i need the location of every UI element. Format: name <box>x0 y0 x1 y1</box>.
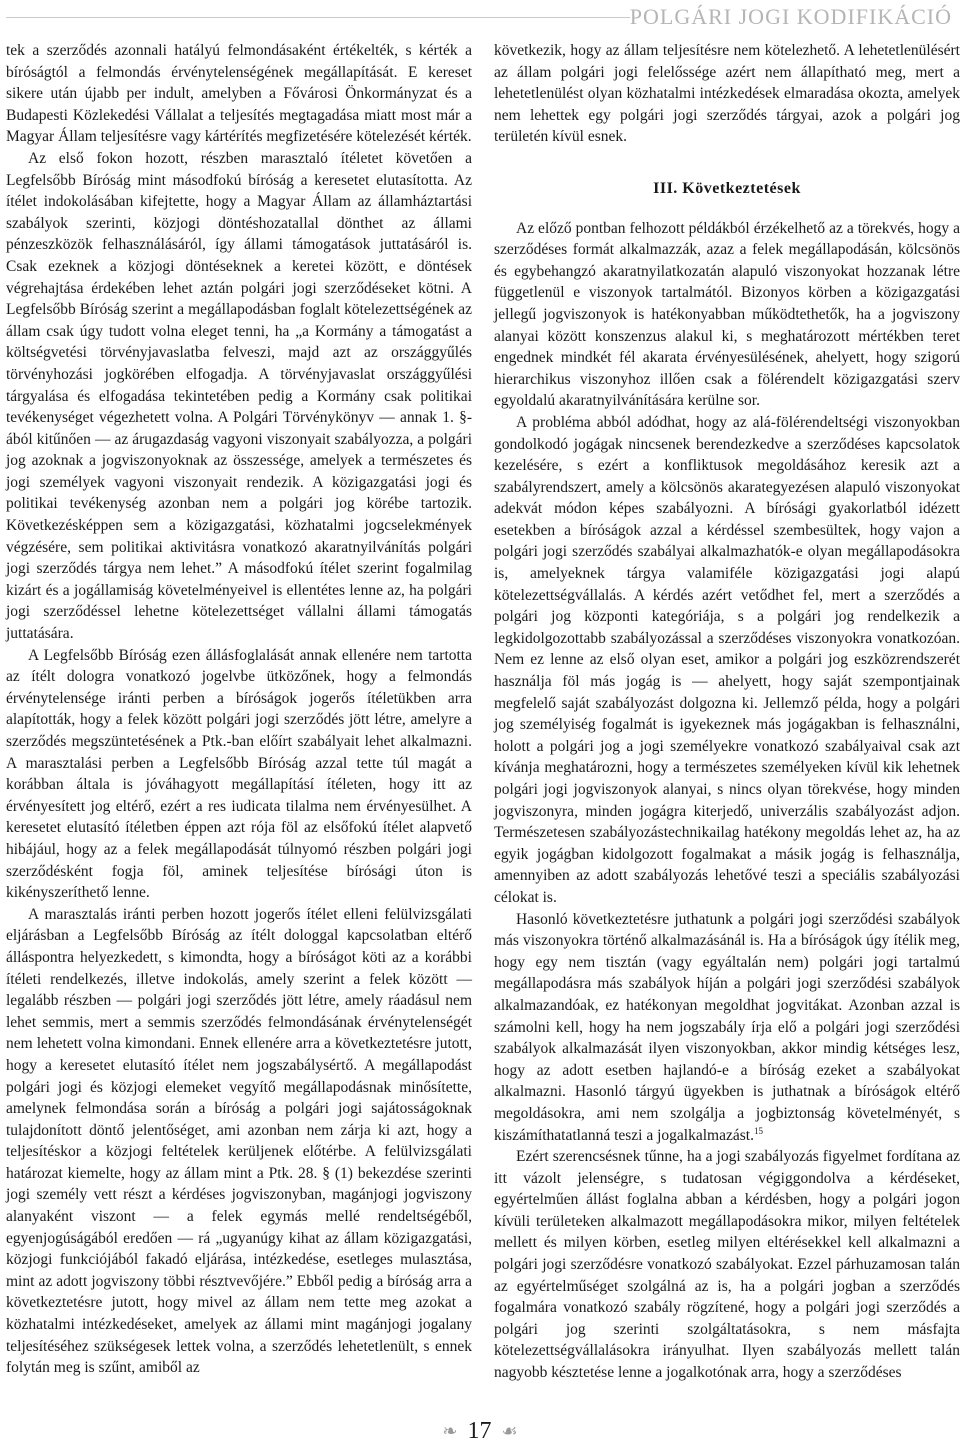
paragraph: A Legfelsőbb Bíróság ezen állásfoglalását annak ellenére nem tartotta az ítélt dologra vonatkozó jogelvbe ütközőnek, hogy a felmondás érvénytelensége iránti perben a bíróságok jogerős ítéletükben arra alapították, hogy a felek között polgári jogi szerződés jött létre, amelyre a szerződés megszüntetésének a Ptk.-ban előírt szabályait lehet alkalmazni. A marasztalási perben a Legfelsőbb Bíróság azzal tette túl magát a korábban általa is jóváhagyott megállapításí ítéleten, hogy itt az érvényesített jog eltérő, ezért a res iudicata tilalma nem érvényesülhet. A keresetet elutasító ítéletben éppen azt rója föl az elsőfokú ítélet alapvető hibájául, hogy az a felek megállapodását túlnyomó részben polgári jogi szerződésként fogja föl, aminek teljesítése bírósági úton is kikényszeríthető lenne. <box>6 646 472 902</box>
paragraph-text: Hasonló következtetésre juthatunk a polgári jogi szerződési szabályok más viszonyokra történő alkalmazásánál is. Ha a bíróságok úgy ítélik meg, hogy egy nem tisztán (vagy egyáltalán nem) polgári jogi tartalmú megállapodásra más szabályok híján a polgári jogi szerződési szabályok alkalmazandóak, ez hatékonyan megoldhat jogvitákat. Azonban azzal is számolni kell, hogy ha nem jogszabály írja elő a polgári jogi szerződési szabályok alkalmazását ilyen viszonyokban, akkor mindig kétséges lesz, hogy az adott esetben hajlandó-e a bíróság ezeket a szabályokat alkalmazni. Hasonló tárgyú ügyekben is juthatnak a bíróságok eltérő megoldásokra, ami nem szolgálja a jogbiztonság követelményét, s kiszámíthatatlanná teszi a jogalkalmazást. <box>494 910 960 1144</box>
fleuron-left-icon: ❧ <box>442 1421 458 1441</box>
paragraph: A marasztalás iránti perben hozott jogerős ítélet elleni felülvizsgálati eljárásban a Legfelsőbb Bíróság az ítélt dologgal kapcsolatban eltérő álláspontra helyezkedett, s kimondta, hogy a bíróságot köti az a korábbi ítéleti rendelkezés, illetve indokolás, amely szerint a felek között — legalább részben — polgári jogi szerződés jött létre, amely ráadásul nem lehet semmis, mert a semmis szerződés felmondásának érvénytelenségét nem lehetett volna kimondani. Ennek ellenére arra a következtetésre jutott, hogy a keresetet elutasító ítélet nem jogszabálysértő. A megállapodást polgári jogi és közjogi elemeket vegyítő megállapodásnak minősítette, amelynek felmondása során a bíróság a polgári jogi sajátosságoknak tulajdonított döntő jelentőséget, ami azonban nem zárja ki azt, hogy a teljesítéskor a közjogi feltételek kerüljenek előtérbe. A felülvizsgálati határozat kiemelte, hogy az állam mint a Ptk. 28. § (1) bekezdése szerinti jogi személy vett részt a kérdéses jogviszonyban, magánjogi jogviszony alanyaként viszont — a felek egymás mellé rendeltségéből, egyenjogúságából eredően — rá „ugyanúgy kihat az állam közigazgatási, közjogi funkciójából fakadó eljárása, intézkedése, esetleges mulasztása, mint az adott jogviszony többi résztvevőjére.” Ebből pedig a bíróság arra a következtetésre jutott, hogy mivel az állam nem tette meg azokat a közhatalmi intézkedéseket, amelyek az állami mint magánjogi jogalany teljesítéséhez szükségesek lettek volna, a szerződés lehetetlenült, s ennek folytán meg is szűnt, amiből az <box>6 905 472 1377</box>
section-heading: III. Következtetések <box>653 179 801 197</box>
footnote-reference[interactable]: 15 <box>753 1125 763 1136</box>
running-header <box>0 0 960 34</box>
paragraph: A probléma abból adódhat, hogy az alá-fölérendeltségi viszonyokban gondolkodó jogágak nincsenek berendezkedve a szerződéses kapcsolatok kezelésére, s ezért a konfliktusok megoldásához keresik azt a szabályrendszert, amely a kölcsönös akarategyezésen alapuló viszonyokat adekvát módon képes szabályozni. A bírósági gyakorlatból idézett esetekben a bíróságok azzal a kérdéssel szembesültek, hogy vajon a polgári jogi szerződés szabályai alkalmazhatók-e olyan megállapodásokra is, amelyeknek tárgya valamiféle közigazgatási jogi alapú kötelezettségvállalás. A kérdés azért vetődhet fel, mert a szerződés a polgári jog központi kategóriája, s a polgári jog rendelkezik a legkidolgozottabb szabályozással a szerződéses viszonyokra vonatkozóan. Nem ez lenne az első olyan eset, amikor a polgári jog eszközrendszerét használja föl más jogág is — ahelyett, hogy saját szempontjainak megfelelő saját szabályozást dolgozna ki. Jellemző példa, hogy a polgári jog személyiség fogalmát is igyekeznek más jogágakban is felhasználni, holott a polgári jog a jogi személyekre vonatkozó szabályaival csak azt kívánja meghatározni, hogy a természetes személyeken kívül kik lehetnek polgári jogi jogviszonyok alanyai, s nincs olyan törekvése, hogy minden jogviszonyra, minden jogágra kiterjedő, univerzális szabályozást adjon. Természetesen szabályozástechnikailag hatékony megoldás lehet az, ha az egyik jogágban kidolgozott fogalmakat a másik jogág is felhasználja, amennyiben az adott szabályozás lehetővé teszi a speciális szabályozási célokat is. <box>494 413 960 906</box>
fleuron-right-icon: ☙ <box>501 1421 518 1441</box>
left-column <box>6 40 472 1379</box>
page-footer <box>0 1418 960 1448</box>
paragraph <box>494 909 960 1147</box>
page-number: 17 <box>467 1418 492 1444</box>
header-rule <box>6 17 630 18</box>
paragraph: Ezért szerencsésnek tűnne, ha a jogi szabályozás figyelmet fordítana az itt vázolt jelenségre, s tudatosan végiggondolva a kérdéseket, egyértelműen állást foglalna abban a kérdésben, hogy a polgári jogon kívüli területeken alkalmazott megállapodásokra mikor, milyen feltételek mellett és milyen körben, esetleg milyen eltérésekkel kell alkalmazni a polgári jogi szerződésre vonatkozó szabályokat. Ezzel párhuzamosan talán az egyértelműséget szolgálná az is, ha a polgári jogban a szerződés fogalmára vonatkozó szabály rögzítené, hogy a polgári jogi szerződés a polgári jog szerinti szolgáltatásokra, s nem másfajta kötelezettségvállalásokra irányulhat. Ilyen szabályozás mellett talán nagyobb késztetése lenne a jogalkotónak arra, hogy a szerződéses <box>494 1148 960 1382</box>
paragraph: Az első fokon hozott, részben marasztaló ítéletet követően a Legfelsőbb Bíróság mint másodfokú bíróság a keresetet elutasította. Az ítélet indokolásában kifejtette, hogy a Magyar Állam az államháztartási szabályok szerinti, közjogi döntéshozatallal dönthet az állami pénzeszközök felhasználásáról, így állami támogatások juttatásáról is. Csak ezeknek a közjogi döntéseknek a keretei között, e döntések végrehajtása érdekében lehet aztán polgári jogi szerződéseket kötni. A Legfelsőbb Bíróság szerint a megállapodásban foglalt kötelezettségének az állam csak úgy tudott volna eleget tenni, ha „a Kormány a támogatást a költségvetési törvényjavaslatba felveszi, majd azt az országgyűlés törvényhozási jogkörében elfogadja. A törvényjavaslat országgyűlési tárgyalása és elfogadása tekintetében pedig a Kormány csak politikai tevékenységet végezhetett volna. A Polgári Törvénykönyv — annak 1. §-ából kitűnően — az árugazdaság vagyoni viszonyait szabályozza, a polgári jog azoknak a jogviszonyoknak az összessége, amelyek a természetes és jogi személyek vagyoni viszonyait rendezik. A közigazgatási jogi és politikai tevékenység azonban nem a polgári jog körébe tartozik. Következésképpen sem a közigazgatási, közhatalmi jogcselekmények végzésére, sem politikai aktivitásra vonatkozó akaratnyilvánítás polgári jogi szerződés tárgya nem lehet.” A másodfokú ítélet szerint fogalmilag kizárt és a jogállamiság követelményeivel is ellentétes lenne az, ha polgári jogi szerződéssel lehetne kötelezettséget vállalni állami támogatás juttatására. <box>6 149 472 643</box>
paragraph: Az előző pontban felhozott példákból érzékelhető az a törekvés, hogy a szerződéses formát alkalmazzák, azaz a felek megállapodásán, kölcsönös és egybehangzó akaratnyilatkozatán alapuló viszonyokat hozzanak létre függetlenül e viszonyok tartalmától. Bizonyos körben a közigazgatási jellegű jogviszonyok is hatékonyabban működtethetők, ha a jogviszony alanyai között konszenzus alakul ki, s meghatározott mértékben teret engednek mindkét fél akarata érvényesülésének, ahelyett, hogy szigorú hierarchikus viszonyhoz illően csak a fölérendelt közigazgatási szerv egyoldalú akaratnyilvánítására kerülne sor. <box>494 219 960 410</box>
right-column <box>494 40 960 1384</box>
journal-title: POLGÁRI JOGI KODIFIKÁCIÓ <box>629 4 952 29</box>
paragraph: tek a szerződés azonnali hatályú felmondásaként értékelték, s kérték a bíróságtól a felmondás érvénytelenségének megállapítását. E kereset sikere után újabb per indult, amelyben a Fővárosi Önkormányzat és a Budapesti Közlekedési Vállalat a teljesítés megtagadása miatt most már a Magyar Állam teljesítésre vagy kártérítés megfizetésére kötelezését kérték. <box>6 42 472 146</box>
paragraph: következik, hogy az állam teljesítésre nem kötelezhető. A lehetetlenülésért az állam polgári jogi felelőssége azért nem állapítható meg, mert a lehetetlenülést olyan közhatalmi intézkedések elmaradása okozta, amelyek nem lehettek egy polgári jogi szerződés tárgyai, azok a polgári jog területén kívül esnek. <box>494 42 960 146</box>
